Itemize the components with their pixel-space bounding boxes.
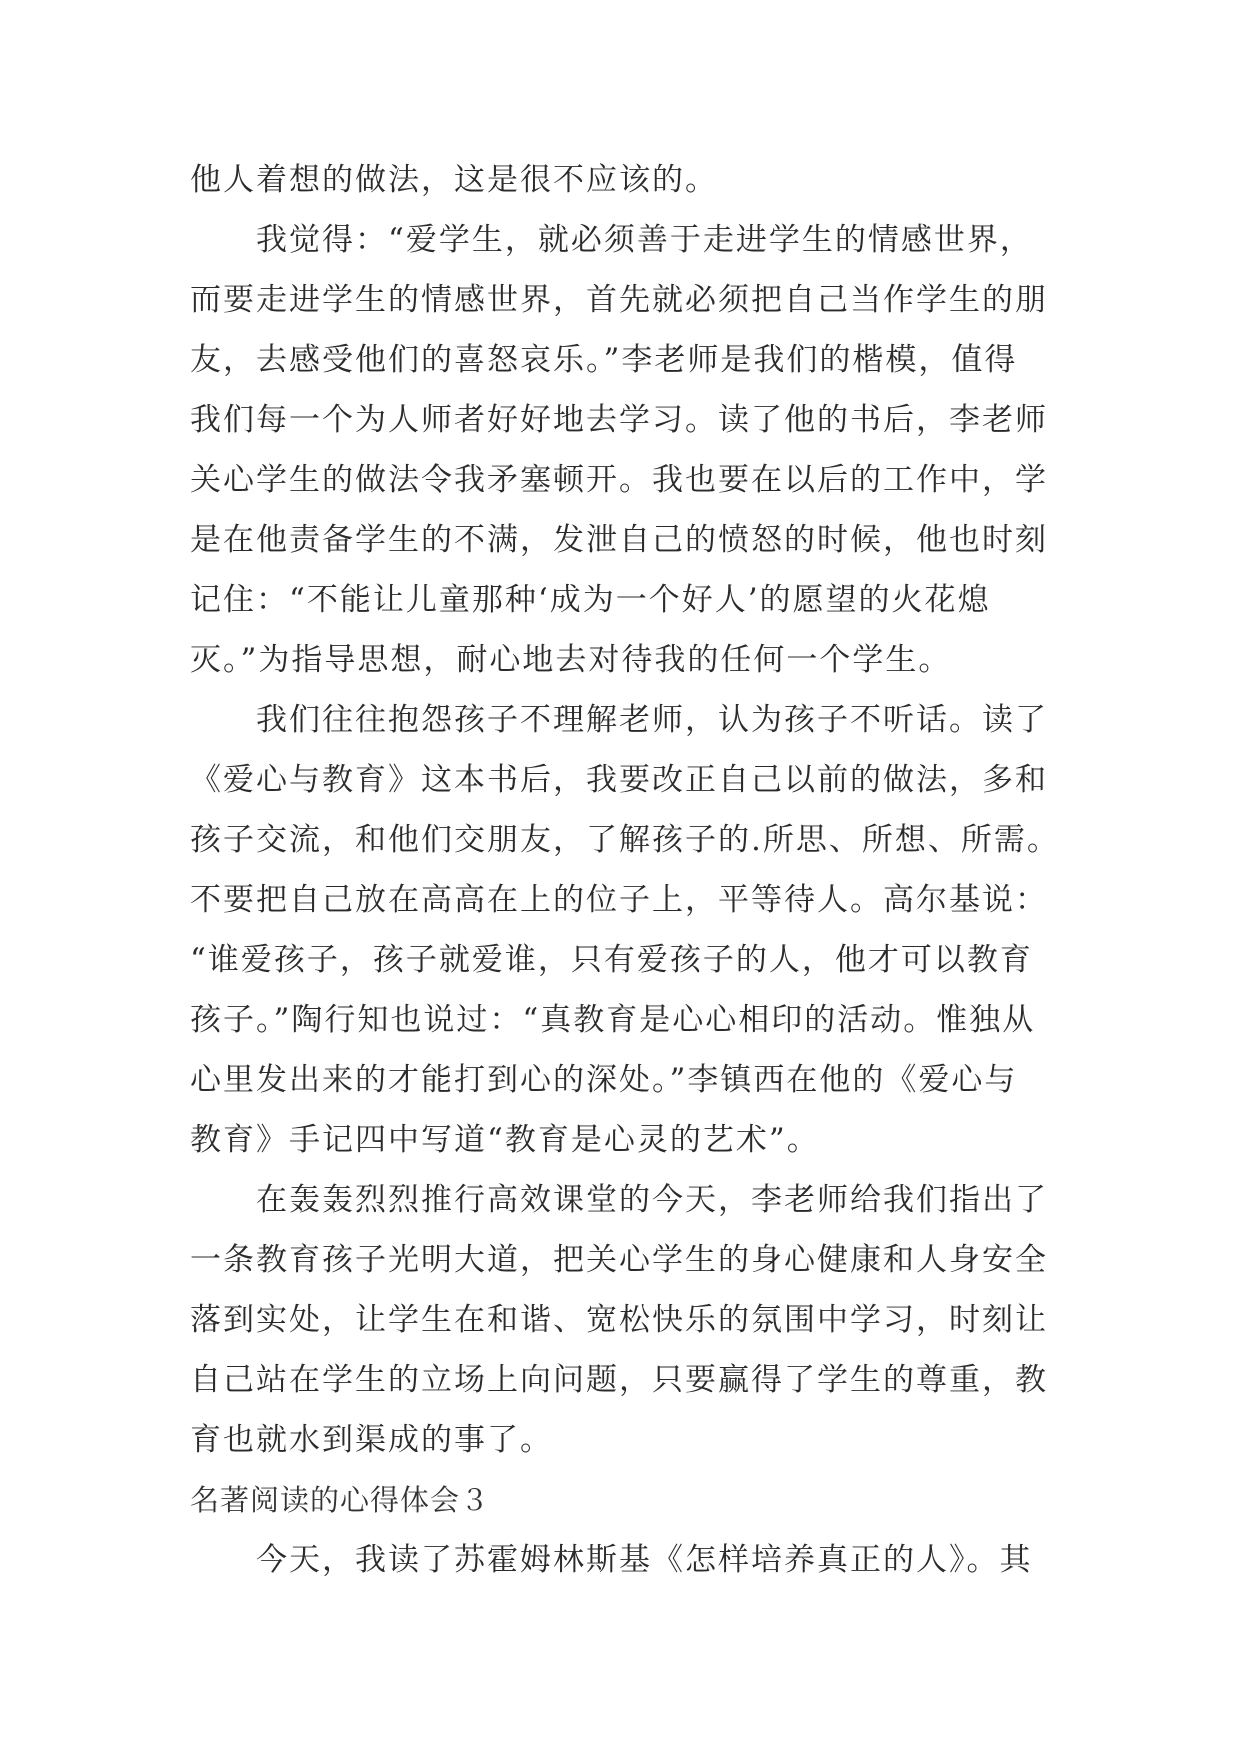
text-line: 自己站在学生的立场上向问题，只要赢得了学生的尊重，教 <box>190 1362 1048 1398</box>
text-line: 记住：“不能让儿童那种‘成为一个好人’的愿望的火花熄 <box>190 582 991 618</box>
section-heading: 名著阅读的心得体会３ <box>190 1483 491 1517</box>
text-line: 关心学生的做法令我矛塞顿开。我也要在以后的工作中，学 <box>190 462 1048 498</box>
text-line: 而要走进学生的情感世界，首先就必须把自己当作学生的朋 <box>190 282 1048 318</box>
text-line: 育也就水到渠成的事了。 <box>190 1422 553 1458</box>
paragraph-start-line: 今天，我读了苏霍姆林斯基《怎样培养真正的人》。其 <box>256 1542 1033 1578</box>
text-line: 孩子交流，和他们交朋友，了解孩子的.所思、所想、所需。 <box>190 822 1060 858</box>
text-line: 他人着想的做法，这是很不应该的。 <box>190 162 718 198</box>
text-line: 《爱心与教育》这本书后，我要改正自己以前的做法，多和 <box>190 762 1048 798</box>
text-line: 不要把自己放在高高在上的位子上，平等待人。高尔基说： <box>190 882 1048 918</box>
paragraph-start-line: 我们往往抱怨孩子不理解老师，认为孩子不听话。读了 <box>256 702 1048 738</box>
text-line: 一条教育孩子光明大道，把关心学生的身心健康和人身安全 <box>190 1242 1048 1278</box>
paragraph-start-line: 在轰轰烈烈推行高效课堂的今天，李老师给我们指出了 <box>256 1182 1048 1218</box>
text-line: 友，去感受他们的喜怒哀乐。”李老师是我们的楷模，值得 <box>190 342 1018 378</box>
document-body <box>190 150 1070 1590</box>
text-line: 灭。”为指导思想，耐心地去对待我的任何一个学生。 <box>190 642 952 678</box>
text-line: 心里发出来的才能打到心的深处。”李镇西在他的《爱心与 <box>190 1062 1018 1098</box>
text-line: 是在他责备学生的不满，发泄自己的愤怒的时候，他也时刻 <box>190 522 1048 558</box>
text-line: “谁爱孩子，孩子就爱谁，只有爱孩子的人，他才可以教育 <box>190 942 1033 978</box>
paragraph-start-line: 我觉得：“爱学生，就必须善于走进学生的情感世界， <box>256 222 1033 258</box>
text-line: 教育》手记四中写道“教育是心灵的艺术”。 <box>190 1122 820 1158</box>
text-line: 我们每一个为人师者好好地去学习。读了他的书后，李老师 <box>190 402 1048 438</box>
text-line: 落到实处，让学生在和谐、宽松快乐的氛围中学习，时刻让 <box>190 1302 1048 1338</box>
text-line: 孩子。”陶行知也说过：“真教育是心心相印的活动。惟独从 <box>190 1002 1036 1038</box>
